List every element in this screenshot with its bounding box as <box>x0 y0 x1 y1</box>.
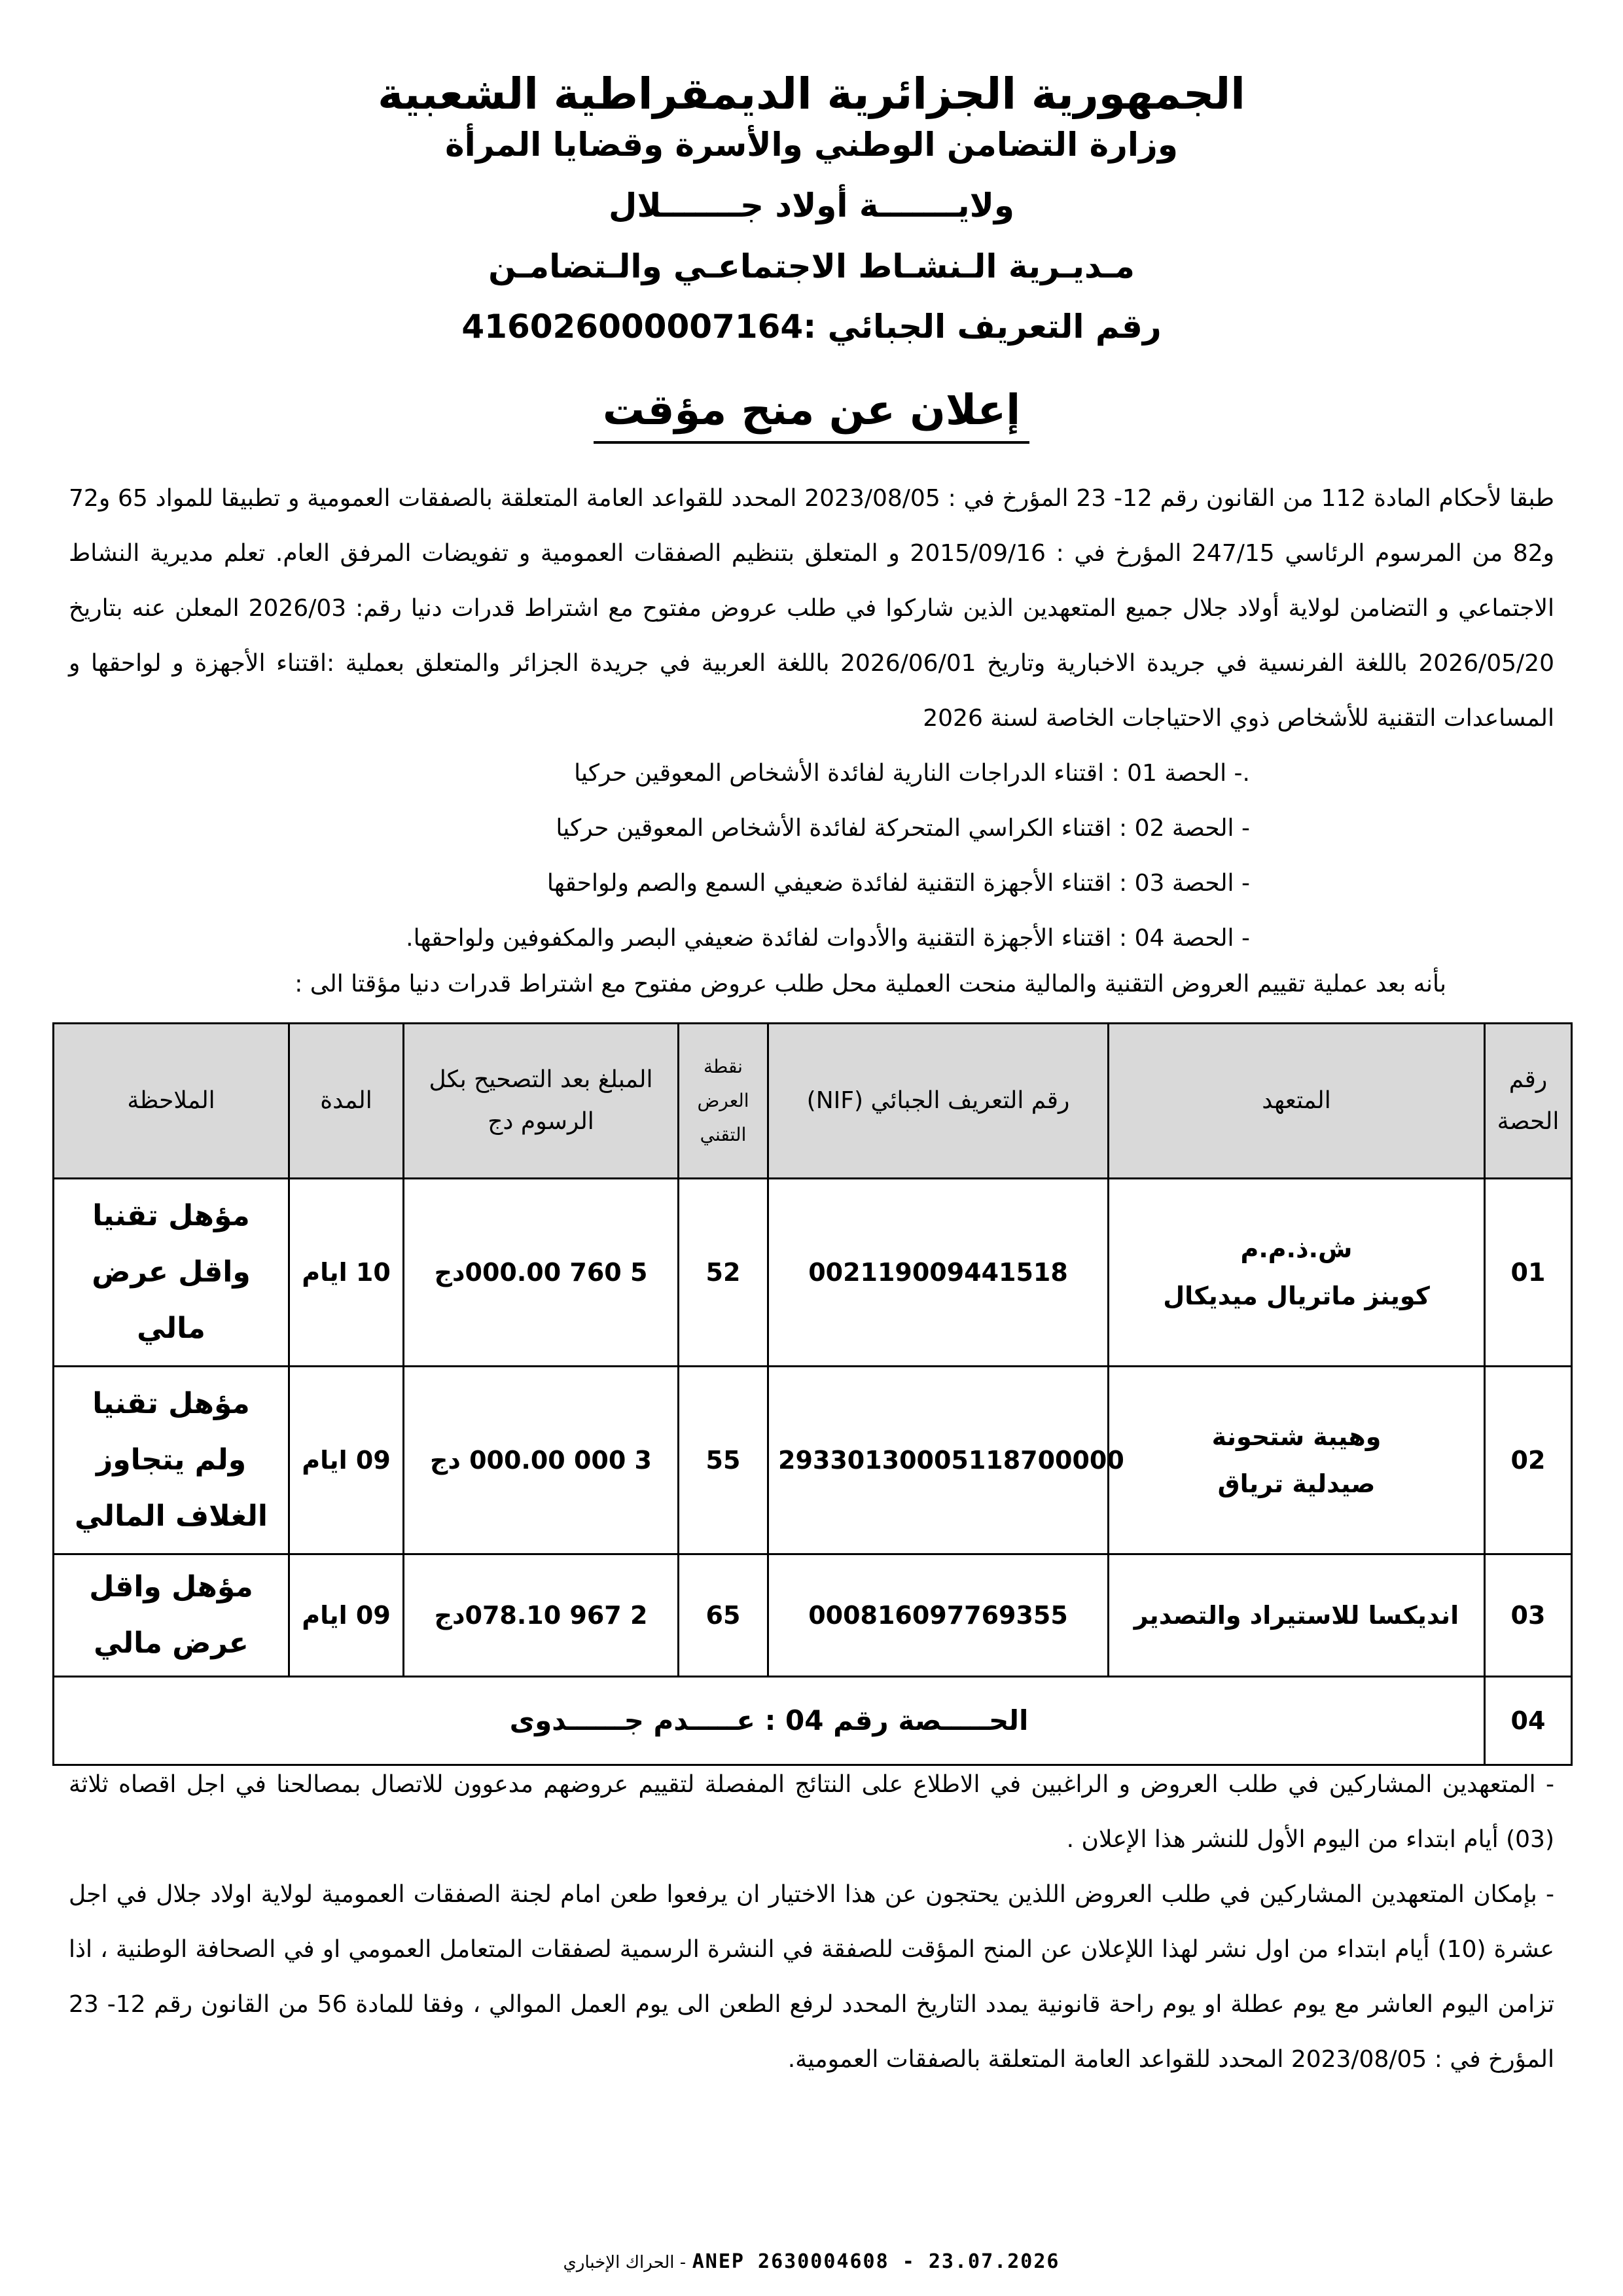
title-wrap <box>0 386 1623 444</box>
cell-amount: 2 967 078.10دج <box>404 1554 679 1677</box>
cell-lot: 03 <box>1485 1554 1572 1677</box>
results-table <box>52 1022 1573 1766</box>
lot-item-02: - الحصة 02 : اقتناء الكراسي المتحركة لفائدة الأشخاص المعوقين حركيا <box>556 815 1250 842</box>
cell-note: مؤهل تقنيا ولم يتجاوز الغلاف المالي <box>54 1367 289 1554</box>
ministry-heading: وزارة التضامن الوطني والأسرة وقضايا المرأة <box>445 126 1178 164</box>
bidder-line: وهيبة شتحونة <box>1211 1422 1382 1451</box>
cell-amount: 3 000 000.00 دج <box>404 1367 679 1554</box>
closing-note-appeal: - بإمكان المتعهدين المشاركين في طلب العروض اللذين يحتجون عن هذا الاختيار ان يرفعوا طعن امام لجنة الصفقات العمومية لولاية اولاد جلال في اجل عشرة (10) أيام ابتداء من اول نشر لهذا اللإعلان عن المنح المؤقت للصفقة في النشرة الرسمية لصفقات المتعامل العمومي او في الصحافة الوطنية ، اذا تزامن اليوم العاشر مع يوم عطلة او يوم راحة قانونية يمدد التاريخ المحدد لرفع الطعن الى يوم العمل الموالي ، وفقا للمادة 56 من القانون رقم 12- 23 المؤرخ في : 2023/08/05 المحدد للقواعد العامة المتعلقة بالصفقات العمومية. <box>69 1881 1555 2073</box>
cell-note: مؤهل واقل عرض مالي <box>54 1554 289 1677</box>
closing-notes <box>69 1757 1554 2087</box>
cell-duration: 09 ايام <box>289 1367 404 1554</box>
footer <box>0 2250 1623 2273</box>
cell-lot: 01 <box>1485 1179 1572 1367</box>
republic-heading: الجمهورية الجزائرية الديمقراطية الشعبية <box>378 69 1245 119</box>
table-row <box>54 1179 1572 1367</box>
header-bidder: المتعهد <box>1109 1024 1485 1179</box>
tax-id-label: رقم التعريف الجبائي : <box>803 308 1162 346</box>
table-row <box>54 1367 1572 1554</box>
cell-score: 55 <box>679 1367 768 1554</box>
table-header-row <box>54 1024 1572 1179</box>
cell-duration: 09 ايام <box>289 1554 404 1677</box>
bidder-line: صيدلية ترياق <box>1217 1469 1376 1498</box>
cell-score: 65 <box>679 1554 768 1677</box>
bidder-line: كوينز ماتريال ميديكال <box>1163 1282 1430 1310</box>
directorate-heading: مـديـرية الـنشـاط الاجتماعـي والـتضامـن <box>488 247 1135 285</box>
bidder-line: ش.ذ.م.م <box>1240 1234 1353 1263</box>
cell-score: 52 <box>679 1179 768 1367</box>
cell-unsuccessful-lot: الحـــــصة رقم 04 : عـــــدم جــــــدوى <box>54 1677 1485 1765</box>
lot-item-04: - الحصة 04 : اقتناء الأجهزة التقنية والأدوات لفائدة ضعيفي البصر والمكفوفين ولواحقها. <box>406 925 1250 952</box>
cell-lot: 02 <box>1485 1367 1572 1554</box>
cell-bidder <box>1109 1554 1485 1677</box>
closing-note-results: - المتعهدين المشاركين في طلب العروض و الراغبين في الاطلاع على النتائج المفصلة لتقييم عروضهم مدعوون للاتصال بمصالحنا في اجل اقصاه ثلاثة (03) أيام ابتداء من اليوم الأول للنشر هذا الإعلان . <box>69 1771 1554 1853</box>
header-amount: المبلغ بعد التصحيح بكل الرسوم دج <box>404 1024 679 1179</box>
lot-item-03: - الحصة 03 : اقتناء الأجهزة التقنية لفائدة ضعيفي السمع والصم ولواحقها <box>546 870 1250 897</box>
table-row <box>54 1677 1572 1765</box>
bidder-line: انديكسا للاستيراد والتصدير <box>1133 1601 1459 1630</box>
cell-amount: 5 760 000.00دج <box>404 1179 679 1367</box>
table-row <box>54 1554 1572 1677</box>
header-note: الملاحظة <box>54 1024 289 1179</box>
cell-nif: 29330130005118700000 <box>768 1367 1109 1554</box>
cell-bidder <box>1109 1179 1485 1367</box>
cell-nif: 000816097769355 <box>768 1554 1109 1677</box>
lot-item-01: .- الحصة 01 : اقتناء الدراجات النارية لفائدة الأشخاص المعوقين حركيا <box>574 760 1250 787</box>
tax-id-value: 416026000007164 <box>461 308 804 346</box>
page-title: إعلان عن منح مؤقت <box>594 386 1029 444</box>
header-lot: رقم الحصة <box>1485 1024 1572 1179</box>
footer-code: ANEP 2630004608 - 23.07.2026 <box>692 2250 1060 2273</box>
cell-note: مؤهل تقنيا واقل عرض مالي <box>54 1179 289 1367</box>
cell-nif: 002119009441518 <box>768 1179 1109 1367</box>
cell-lot: 04 <box>1485 1677 1572 1765</box>
cell-duration: 10 ايام <box>289 1179 404 1367</box>
footer-source: الحراك الإخباري - <box>563 2253 687 2272</box>
cell-bidder <box>1109 1367 1485 1554</box>
award-statement: بأنه بعد عملية تقييم العروض التقنية والمالية منحت العملية محل طلب عروض مفتوح مع اشتراط قدرات دنيا مؤقتا الى : <box>294 971 1446 997</box>
tax-id-line <box>0 308 1623 346</box>
header-score: نقطة العرض التقني <box>679 1024 768 1179</box>
header-duration: المدة <box>289 1024 404 1179</box>
wilaya-heading: ولايـــــــة أولاد جـــــــلال <box>609 187 1014 224</box>
lots-list <box>137 746 1250 966</box>
header-nif: رقم التعريف الجبائي (NIF) <box>768 1024 1109 1179</box>
intro-paragraph: طبقا لأحكام المادة 112 من القانون رقم 12- 23 المؤرخ في : 2023/08/05 المحدد للقواعد العامة المتعلقة بالصفقات العمومية و تطبيقا للمواد 65 و72 و82 من المرسوم الرئاسي 247/15 المؤرخ في : 2015/09/16 و المتعلق بتنظيم الصفقات العمومية و تفويضات المرفق العام. تعلم مديرية النشاط الاجتماعي و التضامن لولاية أولاد جلال جميع المتعهدين الذين شاركوا في طلب عروض مفتوح مع اشتراط قدرات دنيا رقم: 2026/03 المعلن عنه بتاريخ 2026/05/20 باللغة الفرنسية في جريدة الاخبارية وتاريخ 2026/06/01 باللغة العربية في جريدة الجزائر والمتعلق بعملية :اقتناء الأجهزة و لواحقها و المساعدات التقنية للأشخاص ذوي الاحتياجات الخاصة لسنة 2026 <box>69 485 1555 732</box>
